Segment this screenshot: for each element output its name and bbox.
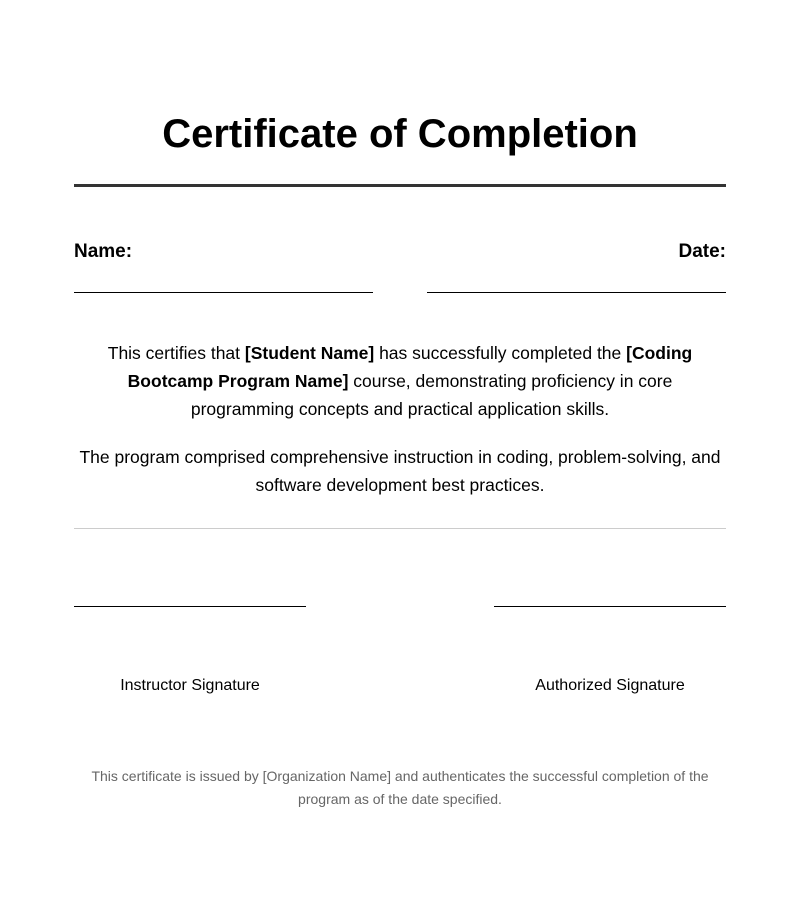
title-divider (74, 184, 726, 187)
authorized-signature-line (494, 606, 726, 607)
name-line (74, 292, 373, 293)
certification-text-middle: has successfully completed the (374, 343, 627, 363)
footer-note: This certificate is issued by [Organization Name] and authenticates the successful completion of the program as of the date specified. (91, 768, 709, 807)
date-line (427, 292, 726, 293)
certificate-title: Certificate of Completion (162, 112, 638, 156)
instructor-signature-line (74, 606, 306, 607)
certification-text-start: This certifies that (107, 343, 245, 363)
section-divider (74, 528, 726, 529)
date-label: Date: (678, 241, 726, 262)
certificate-page (74, 0, 726, 898)
name-label: Name: (74, 241, 133, 262)
authorized-signature-label: Authorized Signature (535, 677, 685, 694)
program-name-placeholder: [Coding Bootcamp Program Name] (127, 343, 693, 391)
instructor-signature-label: Instructor Signature (120, 677, 260, 694)
student-name-placeholder: [Student Name] (244, 343, 375, 363)
program-description: The program comprised comprehensive instruction in coding, problem-solving, and software development best practices. (79, 447, 721, 495)
certification-text-end: course, demonstrating proficiency in core programming concepts and practical application skills. (190, 371, 673, 419)
certification-paragraph (74, 339, 726, 423)
